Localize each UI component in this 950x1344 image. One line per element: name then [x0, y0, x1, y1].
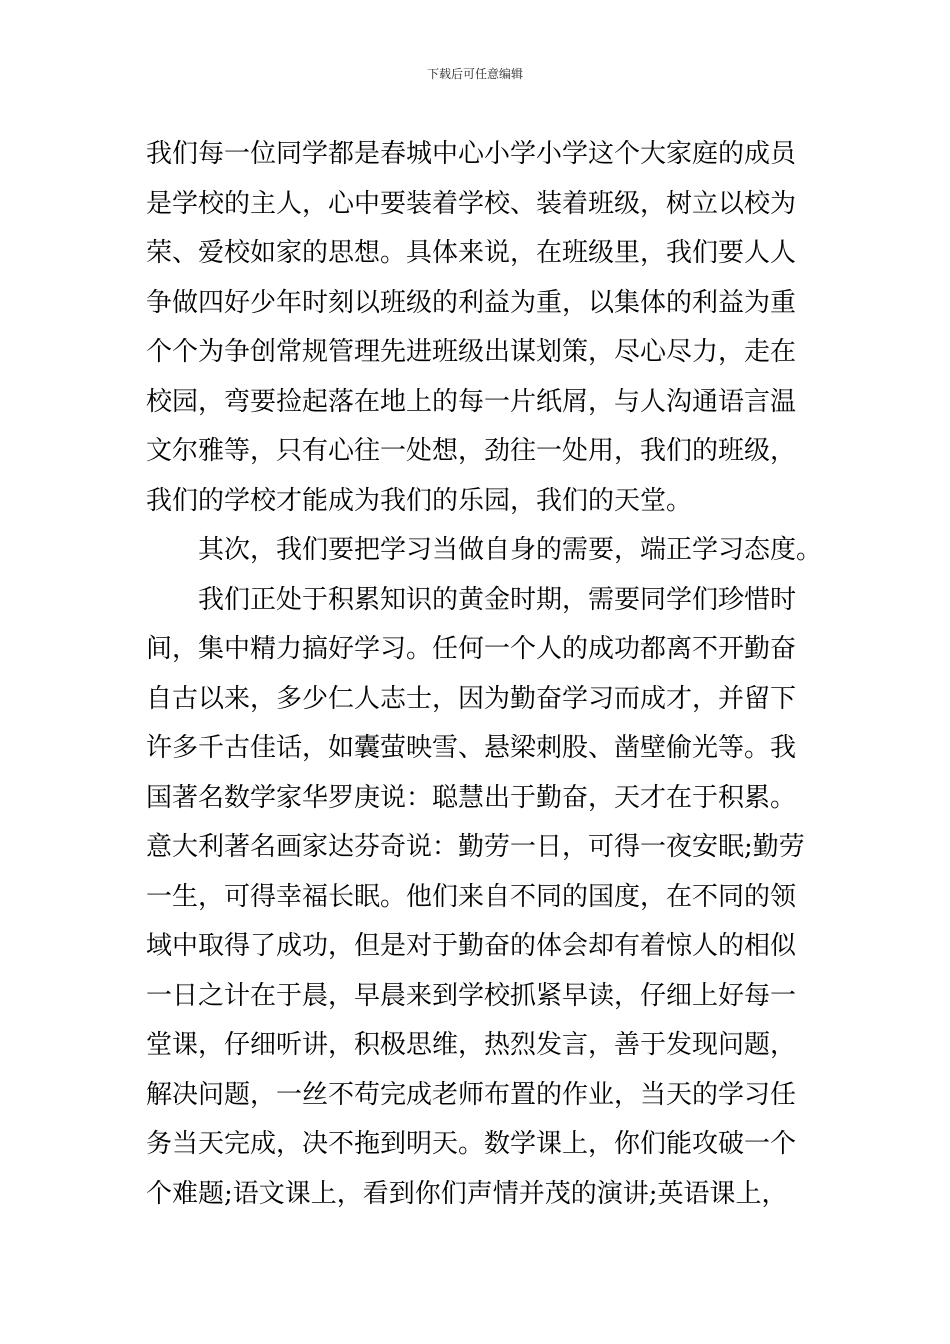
- text-line: 个个为争创常规管理先进班级出谋划策，尽心尽力，走在: [146, 337, 797, 367]
- text-line: 我们每一位同学都是春城中心小学小学这个大家庭的成员: [146, 139, 797, 169]
- text-line: 意大利著名画家达芬奇说：勤劳一日，可得一夜安眠;勤劳: [146, 832, 805, 862]
- text-line: 是学校的主人，心中要装着学校、装着班级，树立以校为: [146, 188, 797, 219]
- text-line: 争做四好少年时刻以班级的利益为重，以集体的利益为重: [146, 287, 797, 318]
- body-text: [146, 130, 823, 1219]
- text-line: 个难题;语文课上，看到你们声情并茂的演讲;英语课上，: [146, 1178, 788, 1209]
- text-line: 务当天完成，决不拖到明天。数学课上，你们能攻破一个: [146, 1129, 797, 1159]
- text-line: 国著名数学家华罗庚说：聪慧出于勤奋，天才在于积累。: [146, 782, 797, 813]
- text-line: 文尔雅等，只有心往一处想，劲往一处用，我们的班级，: [146, 436, 797, 466]
- text-line: 自古以来，多少仁人志士，因为勤奋学习而成才，并留下: [146, 683, 797, 714]
- text-line: 我们的学校才能成为我们的乐园，我们的天堂。: [146, 485, 693, 516]
- text-line: 许多千古佳话，如囊萤映雪、悬梁刺股、凿壁偷光等。我: [146, 733, 797, 763]
- text-line: 一日之计在于晨，早晨来到学校抓紧早读，仔细上好每一: [146, 980, 797, 1011]
- page-header: 下载后可任意编辑: [426, 67, 523, 81]
- text-line: 一生，可得幸福长眠。他们来自不同的国度，在不同的领: [146, 881, 797, 912]
- text-line: 堂课，仔细听讲，积极思维，热烈发言，善于发现问题，: [146, 1030, 797, 1060]
- text-line: 解决问题，一丝不苟完成老师布置的作业，当天的学习任: [146, 1079, 797, 1110]
- text-line: 域中取得了成功，但是对于勤奋的体会却有着惊人的相似: [146, 931, 797, 961]
- text-line: 校园，弯要捡起落在地上的每一片纸屑，与人沟通语言温: [146, 386, 797, 417]
- text-line: 我们正处于积累知识的黄金时期，需要同学们珍惜时: [198, 584, 797, 615]
- text-line: 荣、爱校如家的思想。具体来说，在班级里，我们要人人: [146, 238, 797, 268]
- text-line: 间，集中精力搞好学习。任何一个人的成功都离不开勤奋: [146, 634, 797, 664]
- text-line: 其次，我们要把学习当做自身的需要，端正学习态度。: [198, 535, 823, 565]
